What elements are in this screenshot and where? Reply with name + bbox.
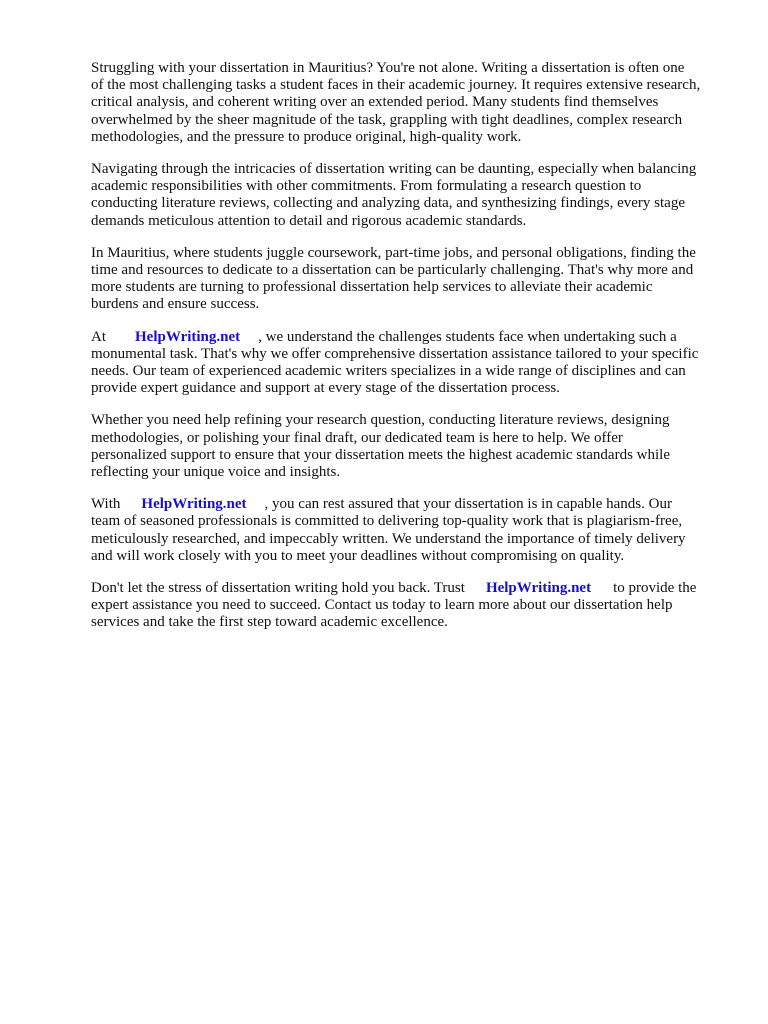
paragraph-text-before-link: With [91,496,121,513]
helpwriting-link[interactable]: HelpWriting.net [141,496,247,513]
paragraph-text-before-link: Don't let the stress of dissertation writing hold you back. Trust [91,580,465,597]
helpwriting-link[interactable]: HelpWriting.net [135,328,241,345]
paragraph-intro: Struggling with your dissertation in Mauritius? You're not alone. Writing a dissertation is often one of the most challenging tasks a student faces in their academic journey. It requires extensive research, critical analysis, and coherent writing over an extended period. Many students find themselves overwhelmed by the sheer magnitude of the task, grappling with tight deadlines, complex research methodologies, and the pressure to produce original, high-quality work. [91,60,701,145]
paragraph-at-helpwriting [91,329,731,398]
paragraph-mauritius: In Mauritius, where students juggle coursework, part-time jobs, and personal obligations, finding the time and resources to dedicate to a dissertation can be particularly challenging. That's why more and more students are turning to professional dissertation help services to alleviate their academic burdens and ensure success. [91,244,696,313]
paragraph-with-helpwriting [91,496,731,565]
paragraph-text-after-link: , you can rest assured that your dissertation is in capable hands. Our team of seasoned professionals is committed to delivering top-quality work that is plagiarism-free, meticulously researched, and impeccably written. We understand the importance of timely delivery and will work closely with you to meet your deadlines without compromising on quality. [91,496,686,564]
paragraph-text-after-link: , we understand the challenges students face when undertaking such a monumental task. That's why we offer comprehensive dissertation assistance tailored to your specific needs. Our team of experienced academic writers specializes in a wide range of disciplines and can provide expert guidance and support at every stage of the dissertation process. [91,328,699,397]
paragraph-whether: Whether you need help refining your research question, conducting literature reviews, designing methodologies, or polishing your final draft, our dedicated team is here to help. We offer personalized support to ensure that your dissertation meets the highest academic standards while reflecting your unique voice and insights. [91,412,671,481]
paragraph-navigating: Navigating through the intricacies of dissertation writing can be daunting, especially when balancing academic responsibilities with other commitments. From formulating a research question to conducting literature reviews, collecting and analyzing data, and synthesizing findings, every stage demands meticulous attention to detail and rigorous academic standards. [91,161,697,229]
document-body [91,60,731,647]
helpwriting-link[interactable]: HelpWriting.net [485,580,592,597]
paragraph-text-after-link: to provide the expert assistance you need to succeed. Contact us today to learn more about our dissertation help services and take the first step toward academic excellence. [91,580,697,631]
paragraph-text-before-link: At [91,328,106,345]
paragraph-dont-let [91,580,731,632]
